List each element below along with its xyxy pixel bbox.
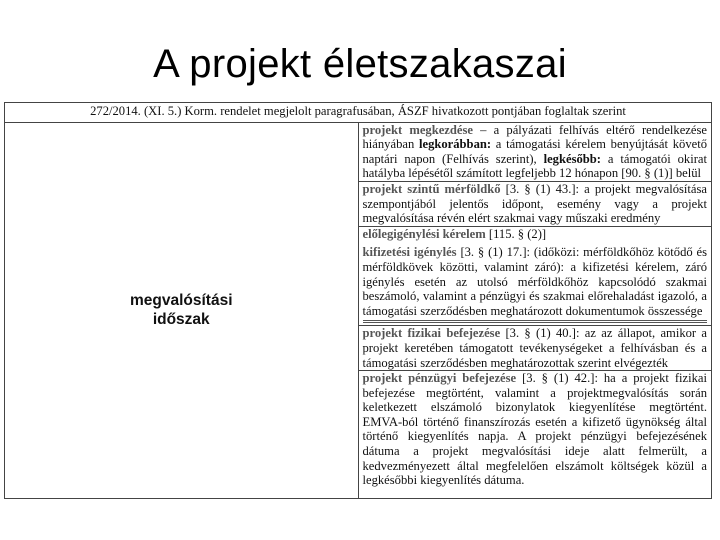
row-term: projekt szintű mérföldkő (362, 181, 501, 196)
row-milestone (358, 181, 712, 226)
row-term: előlegigénylési kérelem (362, 226, 486, 241)
row-term: projekt megkezdése (362, 122, 473, 137)
row-ref: [115. § (2)] (485, 226, 547, 241)
table-header-row (5, 103, 712, 123)
row-payment-requests (358, 226, 712, 326)
regulation-table (4, 102, 712, 499)
row-text: a támogatói okirat hatályba lépésétől számított legfeljebb 12 hónapon [90. § (1)] belül (362, 151, 707, 181)
row-text: a támogatási kérelem benyújtását követő naptári napon (Felhívás szerint), (362, 137, 708, 166)
phase-label (5, 122, 359, 498)
row-text: : ha a projekt fizikai befejezése megtörtént, valamint a projektmegvalósítás során keletkezett elszámoló bizonylatok kiegyenlítése megtörtént. EMVA-ból történő finanszírozás esetén a kifizető ügynökség által történő kiegyenlítés napja. A projekt pénzügyi befejezésének dátuma a projekt megvalósítási ideje alatt felmerült, a kedvezményezett által megfelelően elszámolt költségek közül a legkésőbbi kiegyenlítés dátuma. (362, 371, 707, 488)
row-keyword: legkorábban: (418, 137, 492, 152)
phase-label-line2: időszak (152, 311, 210, 329)
phase-label-line1: megvalósítási (129, 292, 233, 310)
table-row (5, 122, 712, 181)
row-text: – a pályázati felhívás eltérő rendelkezése hiányában (362, 122, 707, 152)
table-header: 272/2014. (XI. 5.) Korm. rendelet megjelolt paragrafusában, ÁSZF hivatkozott pontjában foglaltak szerint (5, 103, 712, 123)
row-financial-completion (358, 371, 712, 499)
row-ref: [3. § (1) 17.] (456, 245, 527, 260)
slide-title: A projekt életszakaszai (153, 42, 567, 86)
row-physical-completion (358, 326, 712, 371)
row-text: : a projekt megvalósítása szempontjából jelentős időpont, esemény vagy a projekt megvalósítása révén elért szakmai vagy műszaki eredmény (362, 181, 707, 226)
row-ref: [3. § (1) 40.] (500, 326, 576, 341)
row-project-start (358, 122, 712, 181)
row-term: kifizetési igénylés (362, 245, 457, 260)
row-ref: [3. § (1) 42.] (516, 371, 595, 386)
row-keyword: legkésőbb: (543, 151, 601, 166)
row-term: projekt fizikai befejezése (362, 326, 501, 341)
double-rule (363, 320, 708, 323)
row-text: : (időközi: mérföldkőhöz kötődő és mérföldkövek közötti, valamint záró): a kifizetési kérelem, záró igénylés esetén az utolsó mérföldkőhöz kapcsolódó szakmai beszámoló, valamint a pénzügyi és szakmai előrehaladást igazoló, a támogatási szerződésben meghatározott dokumentumok összessége (362, 245, 707, 318)
row-text: : az az állapot, amikor a projekt keretében támogatott tevékenységeket a felhívásban és a támogatási szerződésben meghatározottak szerint elvégezték (362, 326, 708, 370)
row-term: projekt pénzügyi befejezése (362, 371, 517, 386)
row-ref: [3. § (1) 43.] (500, 181, 576, 196)
